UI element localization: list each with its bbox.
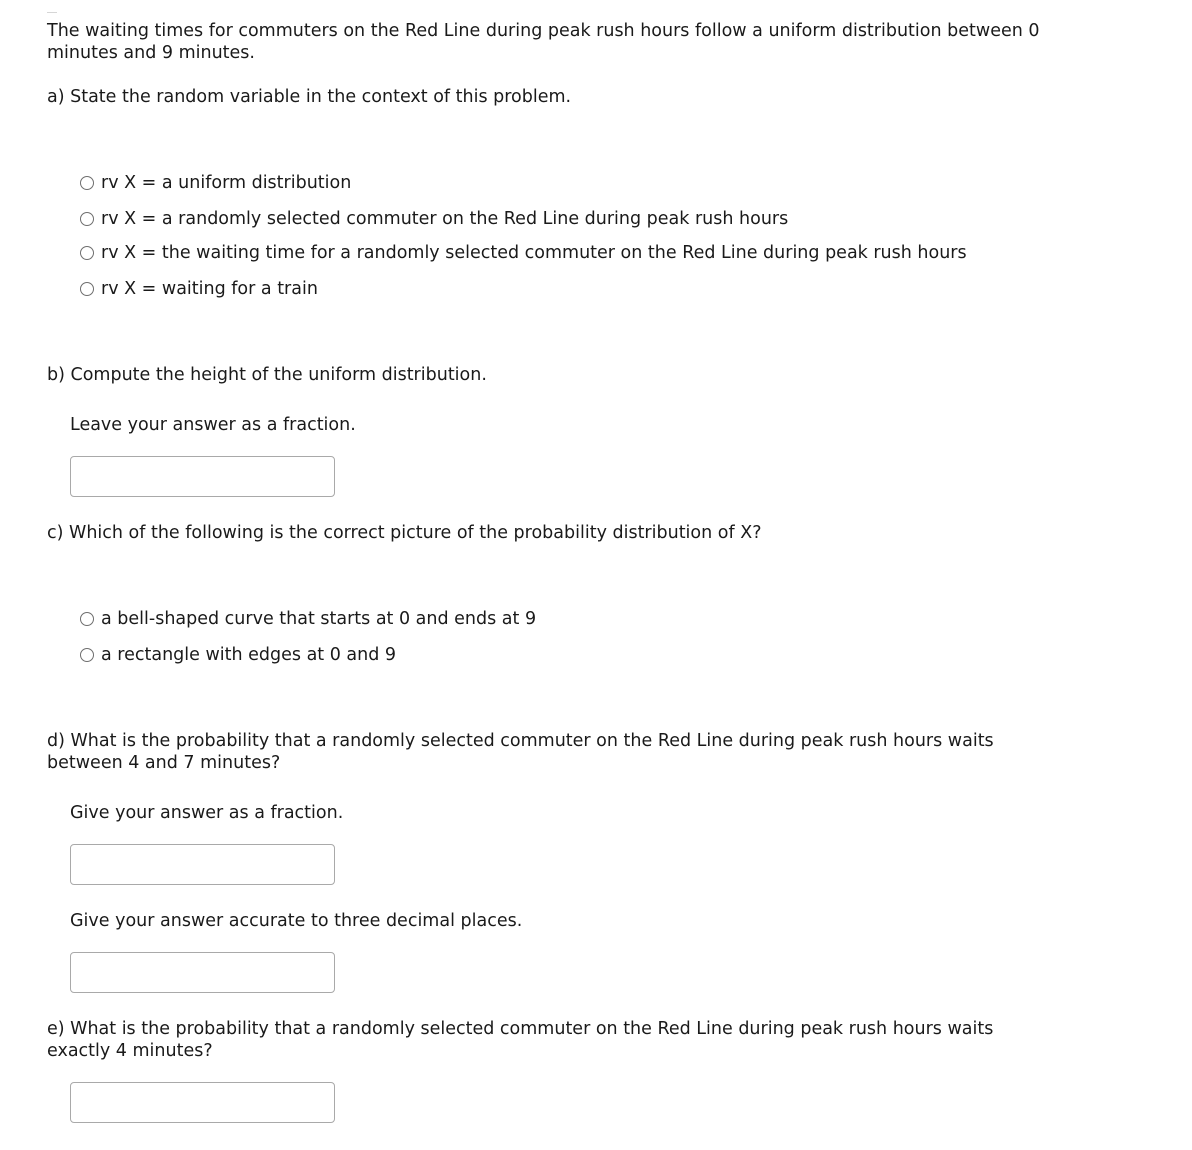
option-label: a bell-shaped curve that starts at 0 and ends at 9 xyxy=(101,609,537,629)
option-a-3[interactable] xyxy=(80,242,967,264)
instruction-d-decimal: Give your answer accurate to three decimal places. xyxy=(70,911,523,931)
top-divider-mark xyxy=(47,12,57,13)
option-c-1[interactable] xyxy=(80,608,536,630)
option-label: rv X = the waiting time for a randomly selected commuter on the Red Line during peak rush hours xyxy=(101,243,967,263)
question-c: c) Which of the following is the correct picture of the probability distribution of X? xyxy=(47,523,762,543)
answer-input-d-fraction[interactable] xyxy=(70,844,335,885)
answer-input-b[interactable] xyxy=(70,456,335,497)
radio-button[interactable] xyxy=(80,648,94,662)
instruction-d-fraction: Give your answer as a fraction. xyxy=(70,803,344,823)
option-label: rv X = a uniform distribution xyxy=(101,173,352,193)
instruction-b: Leave your answer as a fraction. xyxy=(70,415,356,435)
question-e: e) What is the probability that a randomly selected commuter on the Red Line during peak rush hours waits exactly 4 minutes? xyxy=(47,1019,994,1061)
radio-button[interactable] xyxy=(80,212,94,226)
radio-button[interactable] xyxy=(80,176,94,190)
answer-input-e[interactable] xyxy=(70,1082,335,1123)
option-a-1[interactable] xyxy=(80,172,351,194)
option-label: rv X = waiting for a train xyxy=(101,279,318,299)
question-b: b) Compute the height of the uniform distribution. xyxy=(47,365,487,385)
question-a: a) State the random variable in the context of this problem. xyxy=(47,87,572,107)
question-d: d) What is the probability that a randomly selected commuter on the Red Line during peak rush hours waits between 4 and 7 minutes? xyxy=(47,731,994,773)
problem-intro: The waiting times for commuters on the Red Line during peak rush hours follow a uniform distribution between 0 minutes and 9 minutes. xyxy=(47,21,1040,63)
radio-button[interactable] xyxy=(80,246,94,260)
option-label: rv X = a randomly selected commuter on the Red Line during peak rush hours xyxy=(101,209,789,229)
option-a-4[interactable] xyxy=(80,278,318,300)
option-label: a rectangle with edges at 0 and 9 xyxy=(101,645,397,665)
radio-button[interactable] xyxy=(80,282,94,296)
option-a-2[interactable] xyxy=(80,208,788,230)
option-c-2[interactable] xyxy=(80,644,396,666)
answer-input-d-decimal[interactable] xyxy=(70,952,335,993)
radio-button[interactable] xyxy=(80,612,94,626)
